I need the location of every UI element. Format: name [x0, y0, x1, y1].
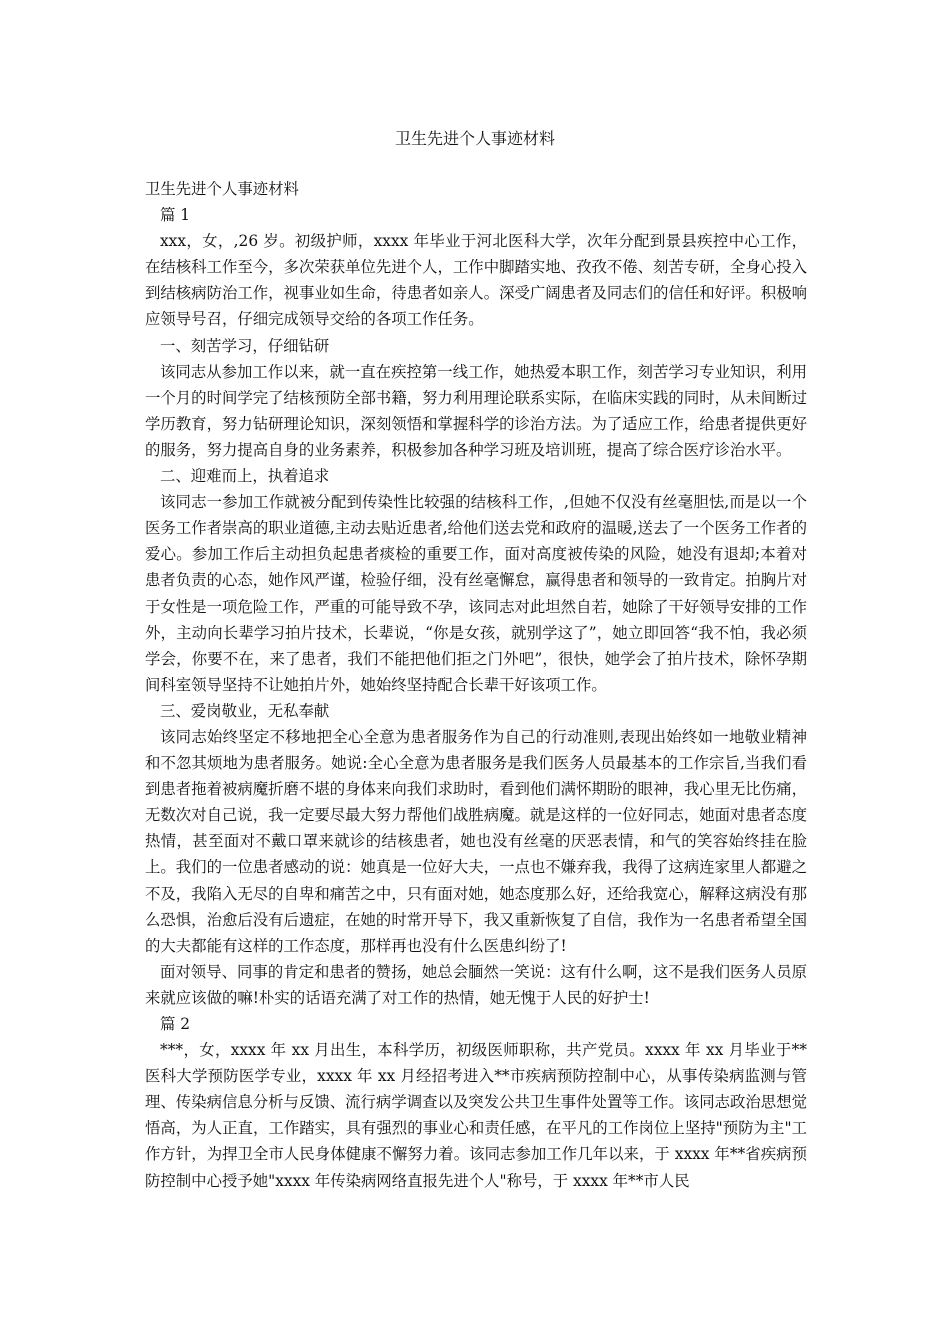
- section1-paragraph: 该同志从参加工作以来，就一直在疾控第一线工作，她热爱本职工作，刻苦学习专业知识，利用一个月的时间学完了结核预防全部书籍，努力利用理论联系实际，在临床实践的同时，从未间断过学历教育，努力钻研理论知识，深刻领悟和掌握科学的诊治方法。为了适应工作，给患者提供更好的服务，努力提高自身的业务素养，积极参加各种学习班及培训班，提高了综合医疗诊治水平。: [145, 362, 807, 459]
- section1-heading: 一、刻苦学习，仔细钻研: [160, 336, 330, 355]
- document-body: [145, 176, 807, 1194]
- section2-paragraph: 该同志一参加工作就被分配到传染性比较强的结核科工作，,但她不仅没有丝毫胆怯,而是以一个医务工作者崇高的职业道德,主动去贴近患者,给他们送去党和政府的温暖,送去了一个医务工作者的爱心。参加工作后主动担负起患者痰检的重要工作，面对高度被传染的风险，她没有退却;本着对患者负责的心态，她作风严谨，检验仔细，没有丝毫懈怠，赢得患者和领导的一致肯定。拍胸片对于女性是一项危险工作，严重的可能导致不孕，该同志对此坦然自若，她除了干好领导安排的工作外，主动向长辈学习拍片技术，长辈说，“你是女孩，就别学这了”，她立即回答“我不怕，我必须学会，你要不在，来了患者，我们不能把他们拒之门外吧”，很快，她学会了拍片技术，除怀孕期间科室领导坚持不让她拍片外，她始终坚持配合长辈干好该项工作。: [145, 493, 807, 694]
- part1-intro-paragraph: xxx，女，,26 岁。初级护师，xxxx 年毕业于河北医科大学，次年分配到景县疾控中心工作，在结核科工作至今，多次荣获单位先进个人，工作中脚踏实地、孜孜不倦、刻苦专研，全身心投入到结核病防治工作，视事业如生命，待患者如亲人。深受广阔患者及同志们的信任和好评。积极响应领导号召，仔细完成领导交给的各项工作任务。: [145, 232, 807, 329]
- document-title: 卫生先进个人事迹材料: [394, 129, 555, 148]
- part1-heading: 篇 1: [160, 206, 191, 225]
- part2-paragraph: ***，女，xxxx 年 xx 月出生，本科学历，初级医师职称，共产党员。xxxx 年 xx 月毕业于**医科大学预防医学专业，xxxx 年 xx 月经招考进入**市疾病预防控制中心，从事传染病监测与管理、传染病信息分析与反馈、流行病学调查以及突发公共卫生事件处置等工作。该同志政治思想觉悟高，为人正直，工作踏实，具有强烈的事业心和责任感，在平凡的工作岗位上坚持"预防为主"工作方针，为捍卫全市人民身体健康不懈努力着。该同志参加工作几年以来，于 xxxx 年**省疾病预防控制中心授予她"xxxx 年传染病网络直报先进个人"称号，于 xxxx 年**市人民: [145, 1041, 807, 1190]
- section3-heading: 三、爱岗敬业，无私奉献: [160, 701, 330, 720]
- document-subtitle: 卫生先进个人事迹材料: [145, 180, 299, 198]
- part1-closing-paragraph: 面对领导、同事的肯定和患者的赞扬，她总会腼然一笑说：这有什么啊，这不是我们医务人员原来就应该做的嘛!朴实的话语充满了对工作的热情，她无愧于人民的好护士!: [145, 962, 807, 1007]
- section2-heading: 二、迎难而上，执着追求: [160, 467, 330, 486]
- section3-paragraph: 该同志始终坚定不移地把全心全意为患者服务作为自己的行动准则,表现出始终如一地敬业精神和不忽其烦地为患者服务。她说:全心全意为患者服务是我们医务人员最基本的工作宗旨,当我们看到患者拖着被病魔折磨不堪的身体来向我们求助时，看到他们满怀期盼的眼神，我心里无比伤痛，无数次对自己说，我一定要尽最大努力帮他们战胜病魔。就是这样的一位好同志，她面对患者态度热情，甚至面对不戴口罩来就诊的结核患者，她也没有丝毫的厌恶表情，和气的笑容始终挂在脸上。我们的一位患者感动的说：她真是一位好大夫，一点也不嫌弃我，我得了这病连家里人都避之不及，我陷入无尽的自卑和痛苦之中，只有面对她，她态度那么好，还给我宽心，解释这病没有那么恐惧，治愈后没有后遗症，在她的时常开导下，我又重新恢复了自信，我作为一名患者希望全国的大夫都能有这样的工作态度，那样再也没有什么医患纠纷了!: [145, 727, 807, 955]
- part2-heading: 篇 2: [160, 1015, 191, 1033]
